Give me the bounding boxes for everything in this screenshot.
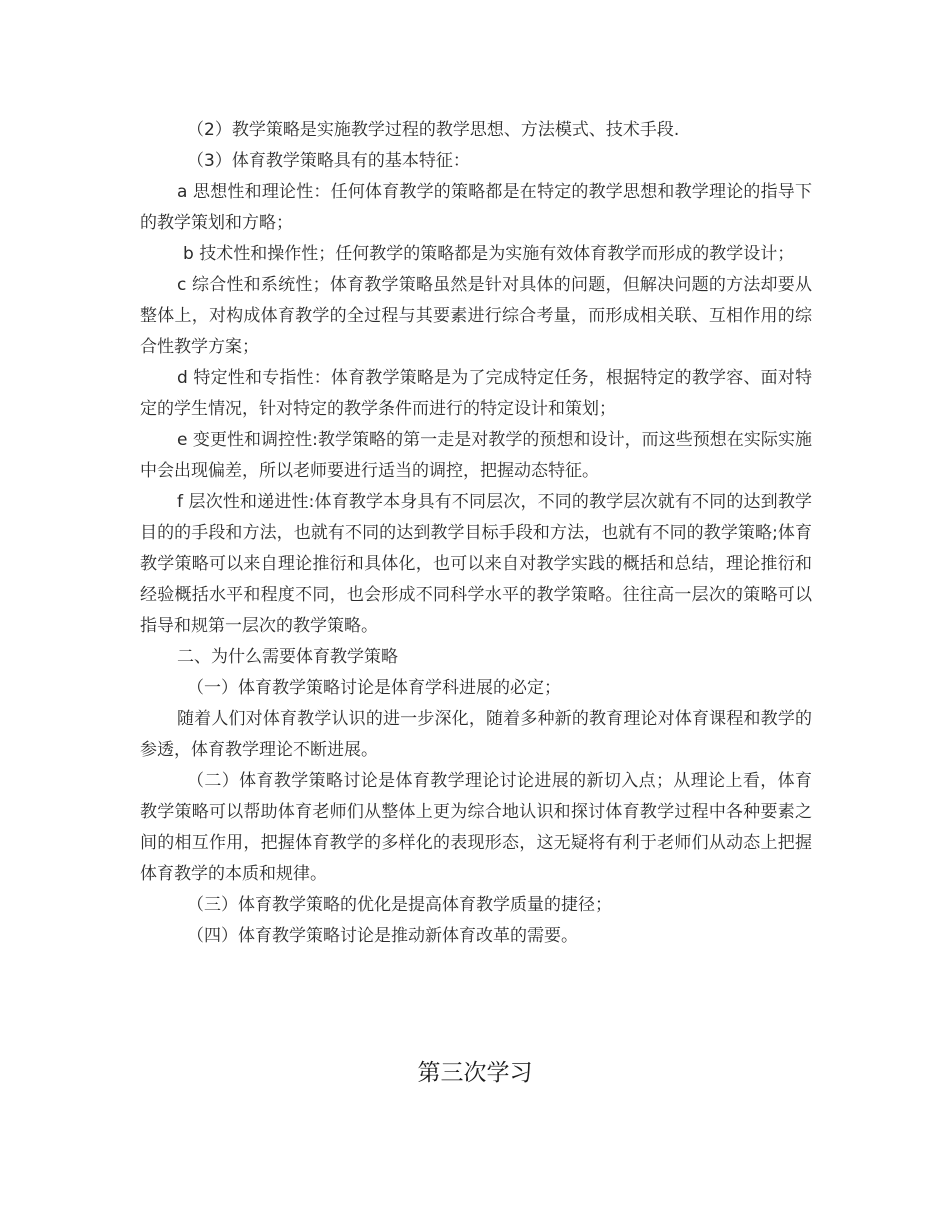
section-heading: 第三次学习: [417, 1060, 533, 1086]
body-text: [140, 115, 812, 952]
paragraph-reason-1-detail: 随着人们对体育教学认识的进一步深化，随着多种新的教育理论对体育课程和教学的参透，体育教学理论不断进展。: [140, 709, 812, 760]
paragraph-reason-4: （四）体育教学策略讨论是推动新体育改革的需要。: [187, 926, 578, 946]
paragraph-basic-features-intro: （3）体育教学策略具有的基本特征：: [187, 151, 470, 171]
paragraph-feature-b: b 技术性和操作性；任何教学的策略都是为实施有效体育教学而形成的教学设计；: [183, 244, 795, 264]
paragraph-teaching-strategy-definition: （2）教学策略是实施教学过程的教学思想、方法模式、技术手段.: [187, 120, 680, 140]
paragraph-reason-2: （二）体育教学策略讨论是体育教学理论讨论进展的新切入点；从理论上看，体育教学策略可以帮助体育老师们从整体上更为综合地认识和探讨体育教学过程中各种要素之间的相互作用，把握体育教学的多样化的表现形态，这无疑将有利于老师们从动态上把握体育教学的本质和规律。: [140, 771, 812, 884]
paragraph-feature-a: a 思想性和理论性：任何体育教学的策略都是在特定的教学思想和教学理论的指导下的教学策划和方略；: [140, 182, 812, 233]
paragraph-heading-why-needed: 二、为什么需要体育教学策略: [177, 647, 398, 667]
paragraph-reason-1: （一）体育教学策略讨论是体育学科进展的必定；: [187, 678, 561, 698]
paragraph-feature-e: e 变更性和调控性:教学策略的第一走是对教学的预想和设计，而这些预想在实际实施中会出现偏差，所以老师要进行适当的调控，把握动态特征。: [140, 430, 812, 481]
paragraph-reason-3: （三）体育教学策略的优化是提高体育教学质量的捷径；: [187, 895, 612, 915]
paragraph-feature-d: d 特定性和专指性：体育教学策略是为了完成特定任务，根据特定的教学容、面对特定的学生情况，针对特定的教学条件而进行的特定设计和策划；: [140, 368, 812, 419]
paragraph-feature-f: f 层次性和递进性:体育教学本身具有不同层次，不同的教学层次就有不同的达到教学目的的手段和方法，也就有不同的达到教学目标手段和方法，也就有不同的教学策略;体育教学策略可以来自理论推衍和具体化，也可以来自对教学实践的概括和总结，理论推衍和经验概括水平和程度不同，也会形成不同科学水平的教学策略。往往高一层次的策略可以指导和规第一层次的教学策略。: [140, 492, 812, 636]
paragraph-feature-c: c 综合性和系统性；体育教学策略虽然是针对具体的问题，但解决问题的方法却要从整体上，对构成体育教学的全过程与其要素进行综合考量，而形成相关联、互相作用的综合性教学方案；: [140, 275, 812, 357]
